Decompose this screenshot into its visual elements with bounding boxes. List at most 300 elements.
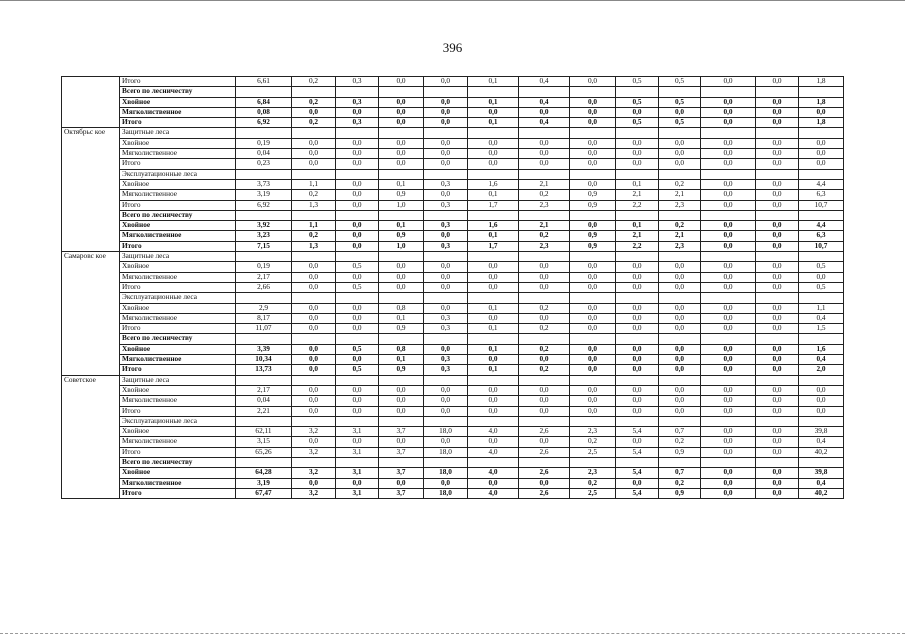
value-cell: 0,0 [570,344,616,354]
value-cell: 0,0 [701,447,756,457]
value-cell: 0,0 [519,313,570,323]
value-cell: 67,47 [236,488,292,498]
value-cell: 5,4 [616,488,659,498]
value-cell [236,128,292,138]
value-cell: 0,0 [756,365,799,375]
value-cell [236,87,292,97]
value-cell: 1,1 [292,221,336,231]
value-cell: 0,0 [292,272,336,282]
value-cell [616,293,659,303]
value-cell: 3,1 [336,427,379,437]
value-cell: 2,6 [519,447,570,457]
value-cell [424,375,468,385]
value-cell [616,252,659,262]
value-cell: 0,0 [799,149,844,159]
value-cell: 2,3 [519,241,570,251]
value-cell: 0,0 [701,221,756,231]
value-cell: 0,0 [659,406,701,416]
value-cell: 0,0 [336,231,379,241]
value-cell [468,210,519,220]
value-cell [424,169,468,179]
value-cell [468,375,519,385]
value-cell: 0,5 [659,97,701,107]
value-cell: 0,2 [292,190,336,200]
value-cell: 0,2 [292,118,336,128]
value-cell: 0,0 [659,138,701,148]
value-cell: 2,17 [236,385,292,395]
value-cell: 0,0 [616,385,659,395]
value-cell [701,375,756,385]
value-cell: 39,8 [799,427,844,437]
value-cell [468,252,519,262]
value-cell [701,169,756,179]
value-cell [468,416,519,426]
value-cell [756,128,799,138]
value-cell: 0,0 [616,437,659,447]
value-cell [799,457,844,467]
value-cell: 0,2 [570,437,616,447]
value-cell: 0,0 [570,107,616,117]
value-cell: 0,0 [468,355,519,365]
value-cell: 0,0 [292,262,336,272]
value-cell: 0,0 [292,149,336,159]
value-cell [659,293,701,303]
value-cell: 1,7 [468,200,519,210]
value-cell: 0,0 [379,406,424,416]
value-cell: 0,0 [519,406,570,416]
value-cell: 0,0 [701,231,756,241]
row-label-cell: Мягколиственное [120,190,236,200]
value-cell [292,416,336,426]
value-cell: 0,0 [756,262,799,272]
table-row [62,200,844,210]
value-cell: 0,0 [379,262,424,272]
value-cell: 0,0 [336,313,379,323]
value-cell: 0,5 [799,282,844,292]
value-cell: 0,19 [236,138,292,148]
value-cell [616,87,659,97]
table-row [62,344,844,354]
value-cell: 1,0 [379,200,424,210]
value-cell: 3,19 [236,190,292,200]
row-label-cell: Итого [120,488,236,498]
table-row [62,241,844,251]
value-cell: 0,1 [468,365,519,375]
value-cell: 0,0 [570,262,616,272]
value-cell: 0,0 [336,107,379,117]
value-cell: 0,3 [424,200,468,210]
value-cell: 1,7 [468,241,519,251]
value-cell: 0,0 [756,447,799,457]
value-cell: 3,1 [336,447,379,457]
value-cell: 0,0 [519,396,570,406]
value-cell: 0,0 [468,262,519,272]
value-cell: 0,9 [570,200,616,210]
value-cell: 4,4 [799,179,844,189]
value-cell: 0,0 [659,344,701,354]
table-row [62,427,844,437]
value-cell: 2,6 [519,488,570,498]
value-cell: 0,1 [379,179,424,189]
value-cell: 0,0 [701,406,756,416]
row-label-cell: Итого [120,200,236,210]
value-cell: 2,0 [799,365,844,375]
value-cell: 0,0 [756,97,799,107]
value-cell: 4,4 [799,221,844,231]
value-cell: 0,5 [616,118,659,128]
value-cell: 0,0 [292,313,336,323]
value-cell: 0,0 [659,324,701,334]
value-cell [570,334,616,344]
value-cell [799,334,844,344]
value-cell: 0,9 [379,365,424,375]
value-cell [756,416,799,426]
value-cell [236,252,292,262]
value-cell: 0,0 [468,478,519,488]
value-cell: 1,3 [292,241,336,251]
value-cell [616,416,659,426]
value-cell: 0,0 [701,241,756,251]
value-cell: 0,0 [292,385,336,395]
value-cell [379,293,424,303]
value-cell: 0,0 [701,488,756,498]
table-row [62,488,844,498]
value-cell: 0,1 [379,355,424,365]
value-cell: 2,6 [519,427,570,437]
value-cell [292,375,336,385]
value-cell: 0,08 [236,107,292,117]
table-row [62,272,844,282]
value-cell: 0,0 [519,262,570,272]
value-cell: 0,23 [236,159,292,169]
value-cell: 0,0 [379,97,424,107]
value-cell: 0,0 [616,107,659,117]
value-cell [519,416,570,426]
value-cell: 0,0 [799,272,844,282]
value-cell: 2,3 [570,468,616,478]
value-cell: 0,8 [379,344,424,354]
row-label-cell: Защитные леса [120,375,236,385]
value-cell: 0,3 [424,241,468,251]
row-label-cell: Хвойное [120,262,236,272]
value-cell: 0,0 [570,355,616,365]
row-label-cell: Всего по лесничеству [120,457,236,467]
value-cell: 1,8 [799,97,844,107]
value-cell [659,375,701,385]
value-cell: 0,0 [519,355,570,365]
value-cell [292,128,336,138]
value-cell: 3,2 [292,468,336,478]
table-row [62,128,844,138]
value-cell: 0,19 [236,262,292,272]
row-label-cell: Эксплуатационные леса [120,416,236,426]
value-cell [799,375,844,385]
value-cell: 0,0 [336,221,379,231]
region-name-cell [62,77,120,128]
row-label-cell: Мягколиственное [120,149,236,159]
value-cell: 2,2 [616,241,659,251]
row-label-cell: Защитные леса [120,252,236,262]
value-cell: 0,0 [424,149,468,159]
value-cell: 0,0 [659,149,701,159]
value-cell: 0,0 [519,107,570,117]
table-row [62,210,844,220]
value-cell: 0,0 [701,282,756,292]
value-cell: 0,0 [799,406,844,416]
value-cell: 6,3 [799,231,844,241]
value-cell: 0,0 [468,107,519,117]
value-cell: 2,9 [236,303,292,313]
value-cell: 0,0 [616,303,659,313]
value-cell: 0,0 [659,107,701,117]
value-cell: 0,0 [424,77,468,87]
value-cell [292,293,336,303]
value-cell: 0,0 [292,478,336,488]
value-cell [424,457,468,467]
value-cell: 0,3 [424,324,468,334]
value-cell: 0,0 [756,241,799,251]
value-cell: 0,0 [519,272,570,282]
value-cell [236,169,292,179]
value-cell [659,169,701,179]
value-cell: 0,1 [616,221,659,231]
value-cell: 0,0 [659,262,701,272]
value-cell: 0,0 [570,303,616,313]
value-cell: 18,0 [424,447,468,457]
value-cell [756,87,799,97]
value-cell: 0,0 [424,159,468,169]
table-row [62,303,844,313]
value-cell: 0,0 [424,478,468,488]
value-cell: 0,0 [570,385,616,395]
value-cell: 0,9 [570,190,616,200]
value-cell: 0,0 [379,478,424,488]
value-cell: 4,0 [468,447,519,457]
value-cell: 0,0 [468,272,519,282]
value-cell: 5,4 [616,447,659,457]
value-cell: 0,2 [519,344,570,354]
value-cell: 0,0 [756,282,799,292]
value-cell: 0,0 [570,159,616,169]
value-cell: 0,0 [616,406,659,416]
value-cell: 0,0 [659,355,701,365]
table-row [62,87,844,97]
value-cell: 0,7 [659,468,701,478]
value-cell: 0,0 [424,303,468,313]
value-cell: 0,0 [379,107,424,117]
value-cell: 0,0 [756,385,799,395]
value-cell: 0,0 [701,437,756,447]
value-cell: 0,0 [292,138,336,148]
table-row [62,293,844,303]
value-cell: 0,5 [336,262,379,272]
value-cell: 0,0 [616,138,659,148]
value-cell: 4,0 [468,468,519,478]
value-cell: 1,8 [799,118,844,128]
row-label-cell: Итого [120,77,236,87]
value-cell [756,375,799,385]
value-cell: 0,4 [799,478,844,488]
page-number: 396 [442,40,463,55]
row-label-cell: Хвойное [120,97,236,107]
value-cell [519,169,570,179]
value-cell: 0,0 [424,344,468,354]
value-cell: 18,0 [424,427,468,437]
value-cell [379,375,424,385]
value-cell: 0,4 [519,77,570,87]
value-cell: 3,7 [379,447,424,457]
value-cell: 3,39 [236,344,292,354]
value-cell: 0,0 [336,159,379,169]
value-cell [468,87,519,97]
value-cell: 0,0 [659,396,701,406]
table-row [62,416,844,426]
value-cell: 10,7 [799,241,844,251]
value-cell: 0,1 [468,303,519,313]
value-cell: 0,0 [756,427,799,437]
value-cell [799,169,844,179]
value-cell: 0,2 [659,221,701,231]
value-cell: 3,15 [236,437,292,447]
value-cell [336,128,379,138]
value-cell: 2,5 [570,447,616,457]
value-cell: 0,9 [570,231,616,241]
row-label-cell: Мягколиственное [120,478,236,488]
value-cell: 0,0 [292,396,336,406]
value-cell: 6,61 [236,77,292,87]
value-cell [570,128,616,138]
table-row [62,468,844,478]
value-cell: 3,2 [292,447,336,457]
value-cell [570,293,616,303]
value-cell: 0,2 [570,478,616,488]
value-cell: 2,3 [659,200,701,210]
value-cell: 0,0 [756,355,799,365]
value-cell: 0,2 [292,97,336,107]
value-cell: 0,0 [659,365,701,375]
value-cell: 0,0 [336,406,379,416]
value-cell: 0,9 [379,231,424,241]
value-cell: 0,04 [236,396,292,406]
value-cell: 0,1 [468,97,519,107]
value-cell: 0,2 [519,365,570,375]
value-cell: 6,3 [799,190,844,200]
value-cell: 0,0 [701,159,756,169]
value-cell [799,293,844,303]
value-cell: 0,0 [424,97,468,107]
value-cell: 0,3 [424,313,468,323]
value-cell [424,252,468,262]
value-cell: 0,0 [701,427,756,437]
value-cell: 0,0 [659,282,701,292]
value-cell: 0,1 [379,221,424,231]
value-cell: 0,0 [292,365,336,375]
value-cell: 0,0 [570,149,616,159]
value-cell: 10,7 [799,200,844,210]
value-cell: 0,0 [379,282,424,292]
value-cell: 0,4 [799,313,844,323]
value-cell: 0,0 [336,138,379,148]
table-row [62,375,844,385]
value-cell: 0,0 [468,437,519,447]
value-cell: 0,0 [336,303,379,313]
value-cell: 0,0 [799,385,844,395]
value-cell: 0,0 [701,190,756,200]
value-cell: 0,0 [336,355,379,365]
value-cell [424,87,468,97]
table-row [62,138,844,148]
value-cell: 0,0 [701,344,756,354]
value-cell [756,210,799,220]
value-cell: 0,0 [379,159,424,169]
value-cell [519,128,570,138]
value-cell: 0,5 [616,77,659,87]
row-label-cell: Мягколиственное [120,272,236,282]
value-cell: 0,5 [336,344,379,354]
value-cell [616,169,659,179]
value-cell: 0,0 [616,396,659,406]
value-cell: 0,0 [570,138,616,148]
value-cell: 0,0 [659,385,701,395]
value-cell [468,169,519,179]
value-cell [468,334,519,344]
value-cell [701,252,756,262]
value-cell: 0,0 [701,200,756,210]
value-cell: 0,0 [701,365,756,375]
value-cell: 0,0 [701,77,756,87]
value-cell: 2,3 [519,200,570,210]
value-cell: 13,73 [236,365,292,375]
row-label-cell: Мягколиственное [120,313,236,323]
value-cell: 0,9 [659,447,701,457]
row-label-cell: Всего по лесничеству [120,87,236,97]
value-cell: 2,1 [659,231,701,241]
page-bottom-edge [0,633,905,634]
value-cell [519,210,570,220]
value-cell: 0,0 [379,77,424,87]
value-cell: 0,0 [799,107,844,117]
value-cell: 0,0 [292,303,336,313]
value-cell: 0,0 [570,324,616,334]
value-cell: 0,0 [424,385,468,395]
value-cell: 0,0 [424,437,468,447]
row-label-cell: Итого [120,241,236,251]
table-row [62,77,844,87]
value-cell: 0,3 [424,179,468,189]
value-cell: 0,0 [292,437,336,447]
value-cell [519,334,570,344]
value-cell: 0,0 [659,313,701,323]
value-cell: 0,0 [468,385,519,395]
value-cell [756,252,799,262]
table-row [62,159,844,169]
forest-data-table [61,76,844,499]
value-cell [468,293,519,303]
value-cell: 0,0 [468,149,519,159]
value-cell: 0,0 [616,313,659,323]
value-cell: 0,0 [756,221,799,231]
table-row [62,437,844,447]
value-cell: 0,0 [756,303,799,313]
value-cell: 0,0 [616,262,659,272]
value-cell: 0,0 [799,396,844,406]
value-cell: 0,0 [756,478,799,488]
value-cell: 0,0 [292,324,336,334]
value-cell [659,416,701,426]
row-label-cell: Хвойное [120,344,236,354]
value-cell: 0,0 [756,159,799,169]
value-cell: 2,1 [519,221,570,231]
